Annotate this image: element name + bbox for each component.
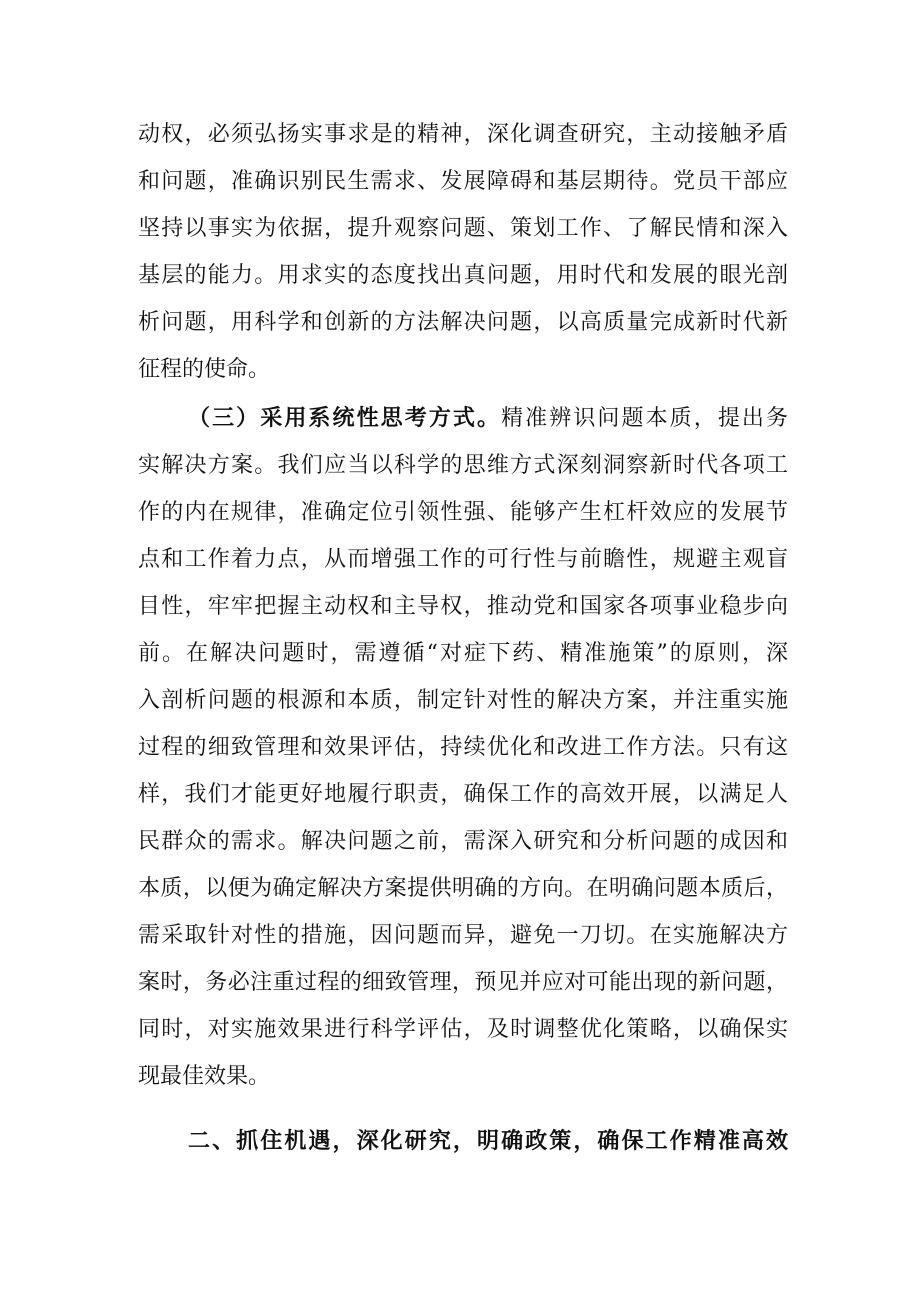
paragraph-1-line-1: 动权，必须弘扬实事求是的精神，深化调查研究，主动接触矛盾 (138, 122, 788, 147)
paragraph-1-line-3: 坚持以事实为依据，提升观察问题、策划工作、了解民情和深入 (138, 216, 788, 241)
paragraph-1-line-2: 和问题，准确识别民生需求、发展障碍和基层期待。党员干部应 (138, 169, 788, 194)
paragraph-2-line-2: 实解决方案。我们应当以科学的思维方式深刻洞察新时代各项工 (138, 453, 788, 478)
subsection-title: （三）采用系统性思考方式。 (188, 406, 502, 431)
paragraph-2-line-6: 前。在解决问题时，需遵循“对症下药、精准施策”的原则，深 (138, 641, 788, 666)
paragraph-2-line-13: 案时，务必注重过程的细致管理，预见并应对可能出现的新问题， (138, 970, 788, 995)
paragraph-1-line-6: 征程的使命。 (138, 357, 271, 382)
paragraph-2-line-4: 点和工作着力点，从而增强工作的可行性与前瞻性，规避主观盲 (138, 547, 788, 572)
paragraph-2-line-14: 同时，对实施效果进行科学评估，及时调整优化策略，以确保实 (138, 1017, 788, 1042)
paragraph-2-line-10: 民群众的需求。解决问题之前，需深入研究和分析问题的成因和 (138, 829, 788, 854)
paragraph-2-first-line (188, 397, 788, 441)
paragraph-2-line-9: 样，我们才能更好地履行职责，确保工作的高效开展，以满足人 (138, 782, 788, 807)
section-heading: 二、抓住机遇，深化研究，明确政策，确保工作精准高效 (188, 1129, 788, 1154)
paragraph-2-line-12: 需采取针对性的措施，因问题而异，避免一刀切。在实施解决方 (138, 923, 788, 948)
paragraph-2-line-8: 过程的细致管理和效果评估，持续优化和改进工作方法。只有这 (138, 735, 788, 760)
paragraph-1-line-4: 基层的能力。用求实的态度找出真问题，用时代和发展的眼光剖 (138, 263, 788, 288)
paragraph-2-line-7: 入剖析问题的根源和本质，制定针对性的解决方案，并注重实施 (138, 688, 788, 713)
paragraph-2-lead-text: 精准辨识问题本质，提出务 (501, 406, 788, 431)
paragraph-2-line-15: 现最佳效果。 (138, 1064, 271, 1089)
paragraph-2-line-11: 本质，以便为确定解决方案提供明确的方向。在明确问题本质后， (138, 876, 788, 901)
paragraph-1-line-5: 析问题，用科学和创新的方法解决问题，以高质量完成新时代新 (138, 310, 788, 335)
paragraph-2-line-5: 目性，牢牢把握主动权和主导权，推动党和国家各项事业稳步向 (138, 594, 788, 619)
paragraph-2-line-3: 作的内在规律，准确定位引领性强、能够产生杠杆效应的发展节 (138, 500, 788, 525)
